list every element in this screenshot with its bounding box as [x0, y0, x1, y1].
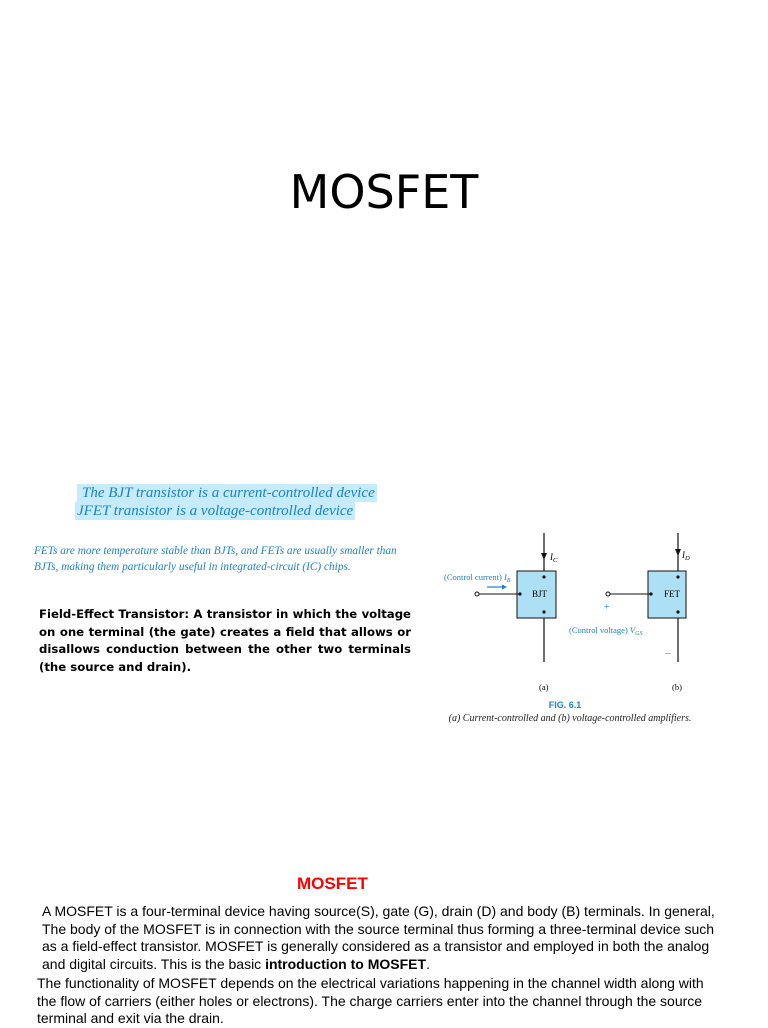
- minus-sign: –: [665, 647, 671, 659]
- bjt-base-terminal: [475, 592, 479, 596]
- figure-caption: (a) Current-controlled and (b) voltage-controlled amplifiers.: [448, 713, 692, 724]
- intro-link-text: introduction to MOSFET: [265, 955, 427, 972]
- fet-current-arrow: [675, 549, 681, 556]
- bjt-current-label: $I_C$: [550, 552, 558, 564]
- intro-paragraph: [42, 903, 722, 973]
- fet-note: FETs are more temperature stable than BJTs, and FETs are usually smaller than BJTs, making them particularly useful in integrated-circuit (IC) chips.: [34, 545, 397, 573]
- bjt-diagram: [444, 533, 558, 692]
- highlight-line-jfet: JFET transistor is a voltage-controlled device: [77, 503, 354, 519]
- panel-a-label: (a): [539, 682, 549, 692]
- highlight-line-bjt: The BJT transistor is a current-controlled device: [77, 484, 377, 502]
- intro-paragraph-text: A MOSFET is a four-terminal device having source(S), gate (G), drain (D) and body (B) terminals. In general, The body of the MOSFET is in connection with the source terminal thus forming a three-terminal device such as a field-effect transistor. MOSFET is generally considered as a transistor and employed in both the analog and digital circuits. This is the basic: [42, 903, 715, 972]
- bjt-current-arrow: [541, 553, 547, 560]
- figure-number: FIG. 6.1: [548, 700, 582, 710]
- page-title: MOSFET: [289, 165, 479, 219]
- fet-gate-terminal: [606, 592, 610, 596]
- control-current-label: (Control current) $I_B$: [444, 572, 511, 584]
- fet-diagram: [569, 533, 690, 692]
- panel-b-label: (b): [672, 682, 682, 692]
- control-current-arrow: [502, 585, 507, 590]
- section-heading: MOSFET: [297, 874, 368, 893]
- functionality-paragraph: The functionality of MOSFET depends on the electrical variations happening in the channel width along with the flow of carriers (either holes or electrons). The charge carriers enter into the channel through the source terminal and exit via the drain.: [37, 975, 704, 1027]
- bjt-box-label: BJT: [532, 589, 548, 599]
- fet-box-label: FET: [664, 589, 681, 599]
- fet-definition: Field-Effect Transistor: A transistor in which the voltage on one terminal (the gate) creates a field that allows or disallows conduction between the other two terminals (the source and drain).: [39, 607, 411, 674]
- bjt-fet-figure: [440, 525, 710, 705]
- intro-paragraph-end: .: [426, 955, 430, 972]
- plus-sign: +: [604, 602, 610, 613]
- fet-current-label: $I_D$: [682, 550, 690, 562]
- control-voltage-label: (Control voltage) $V_{GS}$: [569, 625, 643, 637]
